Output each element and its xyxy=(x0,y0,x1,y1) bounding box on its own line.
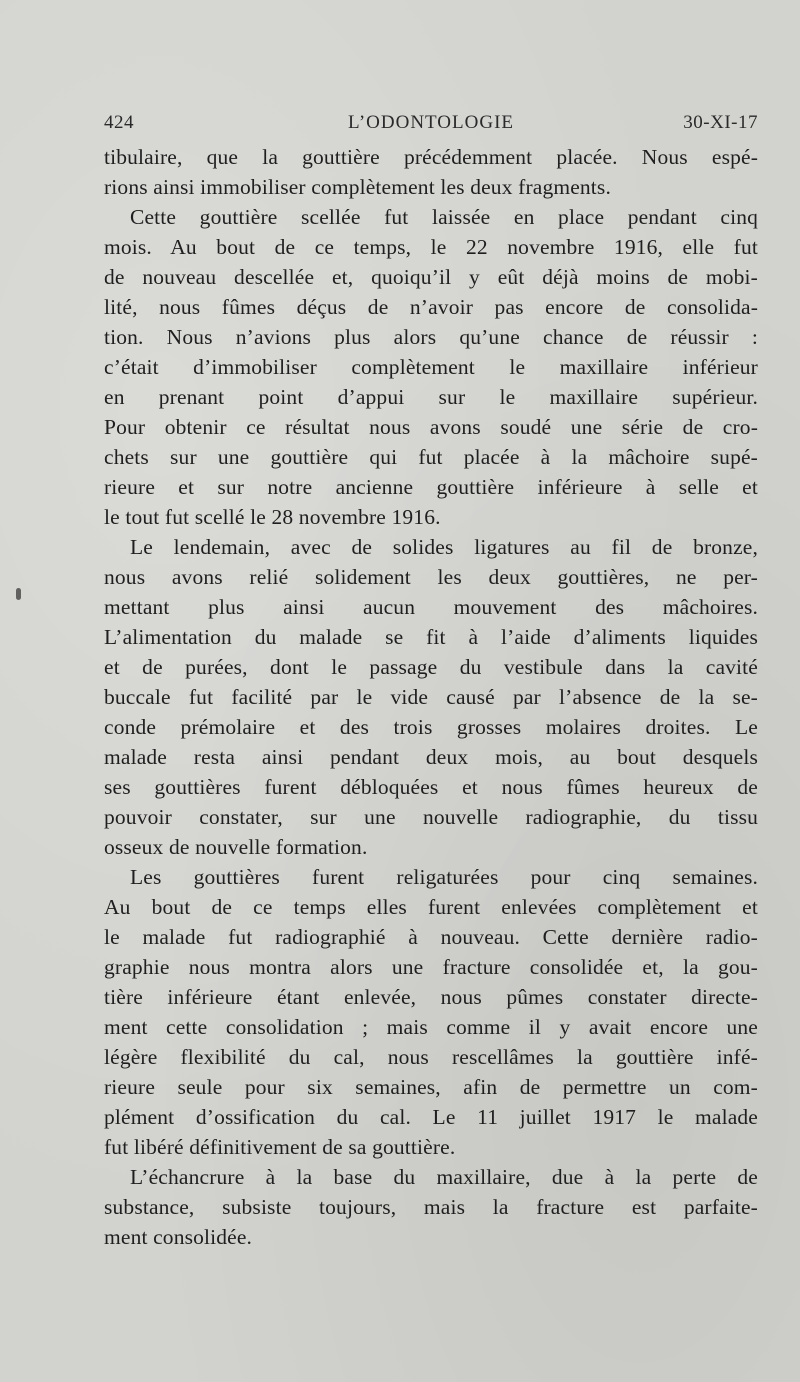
text-line: Cette gouttière scellée fut laissée en place pendant cinq xyxy=(130,205,758,229)
text-line: Les gouttières furent religaturées pour cinq semaines. xyxy=(130,865,758,889)
text-line: rions ainsi immobiliser complètement les deux fragments. xyxy=(104,175,611,199)
text-line: en prenant point d’appui sur le maxillaire supérieur. xyxy=(104,385,758,409)
text-line: plément d’ossification du cal. Le 11 juillet 1917 le malade xyxy=(104,1105,758,1129)
body-text xyxy=(104,142,758,1252)
text-line: chets sur une gouttière qui fut placée à la mâchoire supé- xyxy=(104,445,758,469)
text-line: c’était d’immobiliser complètement le maxillaire inférieur xyxy=(104,355,758,379)
page-number: 424 xyxy=(104,112,134,133)
text-line: L’échancrure à la base du maxillaire, due à la perte de xyxy=(130,1165,758,1189)
text-line: et de purées, dont le passage du vestibule dans la cavité xyxy=(104,655,758,679)
text-line: Le lendemain, avec de solides ligatures au fil de bronze, xyxy=(130,535,758,559)
text-line: malade resta ainsi pendant deux mois, au bout desquels xyxy=(104,745,758,769)
text-line: osseux de nouvelle formation. xyxy=(104,835,368,859)
text-line: rieure seule pour six semaines, afin de permettre un com- xyxy=(104,1075,758,1099)
text-line: mois. Au bout de ce temps, le 22 novembre 1916, elle fut xyxy=(104,235,758,259)
ink-smudge xyxy=(16,588,21,600)
text-line: conde prémolaire et des trois grosses molaires droites. Le xyxy=(104,715,758,739)
text-line: le malade fut radiographié à nouveau. Cette dernière radio- xyxy=(104,925,758,949)
text-line: mettant plus ainsi aucun mouvement des mâchoires. xyxy=(104,595,758,619)
text-line: le tout fut scellé le 28 novembre 1916. xyxy=(104,505,441,529)
text-line: légère flexibilité du cal, nous rescellâmes la gouttière infé- xyxy=(104,1045,758,1069)
text-line: graphie nous montra alors une fracture consolidée et, la gou- xyxy=(104,955,758,979)
text-line: tibulaire, que la gouttière précédemment placée. Nous espé- xyxy=(104,145,758,169)
text-line: ses gouttières furent débloquées et nous fûmes heureux de xyxy=(104,775,758,799)
text-line: fut libéré définitivement de sa gouttière. xyxy=(104,1135,456,1159)
text-line: nous avons relié solidement les deux gouttières, ne per- xyxy=(104,565,758,589)
text-line: ment consolidée. xyxy=(104,1225,253,1249)
text-line: tière inférieure étant enlevée, nous pûmes constater directe- xyxy=(104,985,758,1009)
text-line: Pour obtenir ce résultat nous avons soudé une série de cro- xyxy=(104,415,758,439)
text-line: pouvoir constater, sur une nouvelle radiographie, du tissu xyxy=(104,805,758,829)
journal-title: L’ODONTOLOGIE xyxy=(347,112,515,133)
text-line: buccale fut facilité par le vide causé par l’absence de la se- xyxy=(104,685,758,709)
text-line: L’alimentation du malade se fit à l’aide d’aliments liquides xyxy=(104,625,758,649)
text-line: ment cette consolidation ; mais comme il y avait encore une xyxy=(104,1015,758,1039)
issue-date: 30-XI-17 xyxy=(683,112,758,133)
text-line: substance, subsiste toujours, mais la fracture est parfaite- xyxy=(104,1195,758,1219)
text-line: Au bout de ce temps elles furent enlevées complètement et xyxy=(104,895,758,919)
text-line: tion. Nous n’avions plus alors qu’une chance de réussir : xyxy=(104,325,758,349)
text-line: rieure et sur notre ancienne gouttière inférieure à selle et xyxy=(104,475,758,499)
text-line: de nouveau descellée et, quoiqu’il y eût déjà moins de mobi- xyxy=(104,265,758,289)
text-line: lité, nous fûmes déçus de n’avoir pas encore de consolida- xyxy=(104,295,758,319)
running-header xyxy=(104,112,758,138)
